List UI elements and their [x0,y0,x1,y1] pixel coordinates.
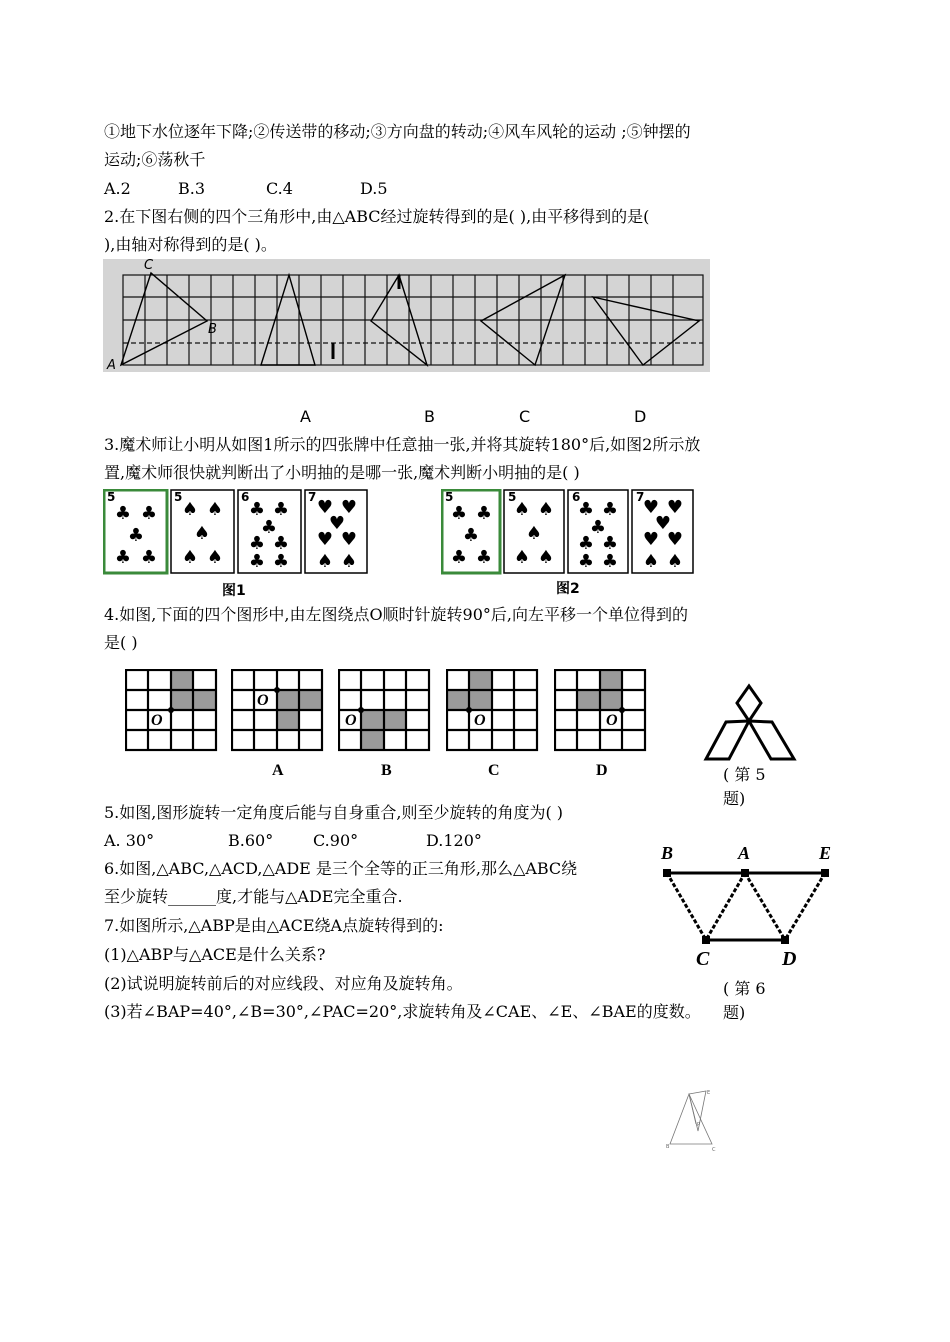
q3-fig2-card4-rank: 7 [636,490,645,504]
svg-text:♥: ♥ [316,497,334,518]
q5-option-c: C.90° [313,831,359,850]
q1-option-b: B.3 [178,179,206,198]
svg-text:♣: ♣ [475,503,493,524]
q4-option-a-grid [231,669,326,752]
q5-option-a: A. 30° [104,831,155,850]
svg-text:♥: ♥ [666,497,684,518]
q3-fig2-card2-rank: 5 [508,490,517,504]
q2-grid-figure [103,259,710,372]
q2-label-c: C [144,258,154,273]
svg-text:♠: ♠ [181,547,199,568]
svg-text:♣: ♣ [462,525,480,546]
q4-point-o-original: O [151,712,163,729]
q3-fig1-card2-rank: 5 [174,490,183,504]
q1-option-c: C.4 [266,179,293,198]
q3-fig2-caption: 图2 [556,581,580,597]
svg-text:♣: ♣ [450,503,468,524]
q3-figure-2-cards [441,489,695,575]
svg-text:♥: ♥ [666,529,684,550]
q3-line1: 3.魔术师让小明从如图1所示的四张牌中任意抽一张,并将其旋转180°后,如图2所示放 [104,435,701,454]
q4-option-d-grid [554,669,649,752]
q4-point-o-c: O [474,712,486,729]
q4-point-o-b: O [345,712,357,729]
svg-text:♣: ♣ [248,533,266,554]
q7-line1: 7.如图所示,△ABP是由△ACE绕A点旋转得到的: [104,916,444,935]
q4-point-o-d: O [606,712,618,729]
svg-text:♣: ♣ [114,503,132,524]
q4-option-a: A [272,762,284,779]
svg-text:♠: ♠ [340,551,358,572]
svg-text:♠: ♠ [193,523,211,544]
svg-text:♥: ♥ [642,529,660,550]
q7-sub2: (2)试说明旋转前后的对应线段、对应角及旋转角。 [104,974,463,993]
svg-text:♠: ♠ [642,551,660,572]
q6-label-b: B [661,843,674,863]
svg-text:♠: ♠ [666,551,684,572]
q1-option-d: D.5 [360,179,388,198]
q2-line2: ),由轴对称得到的是( )。 [104,235,277,254]
q4-line1: 4.如图,下面的四个图形中,由左图绕点O顺时针旋转90°后,向左平移一个单位得到的 [104,605,689,624]
q5-option-b: B.60° [228,831,274,850]
q4-option-b-grid [338,669,433,752]
svg-text:♥: ♥ [316,529,334,550]
q5-option-d: D.120° [426,831,482,850]
svg-text:♥: ♥ [654,513,672,534]
svg-text:♣: ♣ [114,547,132,568]
q4-option-c: C [488,762,500,779]
q3-fig2-card3-rank: 6 [572,490,581,504]
q6-fig-caption-2: 题) [723,1003,746,1022]
svg-text:♥: ♥ [340,497,358,518]
svg-text:♠: ♠ [316,551,334,572]
svg-text:♠: ♠ [525,523,543,544]
q7-sub1: (1)△ABP与△ACE是什么关系? [104,945,326,964]
q6-label-c: C [696,948,710,970]
svg-text:♠: ♠ [513,547,531,568]
svg-text:♣: ♣ [260,517,278,538]
q2-option-b: B [424,407,435,426]
svg-text:C: C [712,1147,716,1153]
q3-line2: 置,魔术师很快就判断出了小明抽的是哪一张,魔术判断小明抽的是( ) [104,463,580,482]
svg-text:E: E [707,1090,711,1096]
svg-text:♠: ♠ [513,499,531,520]
q3-figure-1-cards [103,489,368,575]
svg-text:♣: ♣ [248,551,266,572]
q1-option-a: A.2 [104,179,131,198]
svg-text:♣: ♣ [577,533,595,554]
svg-text:♥: ♥ [642,497,660,518]
q6-fig-caption-1: ( 第 6 [723,979,766,998]
svg-text:♣: ♣ [601,533,619,554]
q7-sub3: (3)若∠BAP=40°,∠B=30°,∠PAC=20°,求旋转角及∠CAE、∠E、∠BAE的度数。 [104,1002,701,1021]
q6-label-e: E [819,843,832,863]
q6-line2: 至少旋转______度,才能与△ADE完全重合. [104,887,403,906]
svg-text:♠: ♠ [537,547,555,568]
svg-text:♣: ♣ [140,503,158,524]
svg-text:♥: ♥ [328,513,346,534]
svg-text:♣: ♣ [577,551,595,572]
q2-option-d: D [634,407,647,426]
q5-rhombus-figure [702,682,800,762]
q6-line1: 6.如图,△ABC,△ACD,△ADE 是三个全等的正三角形,那么△ABC绕 [104,859,578,878]
svg-text:♠: ♠ [206,547,224,568]
q4-option-c-grid [446,669,541,752]
svg-text:♣: ♣ [601,499,619,520]
q2-option-a: A [300,407,311,426]
q7-small-figure [662,1086,722,1156]
q4-option-d: D [596,762,608,779]
svg-text:♣: ♣ [475,547,493,568]
q1-line2: 运动;⑥荡秋千 [104,150,206,169]
svg-text:♣: ♣ [589,517,607,538]
q3-fig2-card1-rank: 5 [445,490,454,504]
q5-fig-caption-1: ( 第 5 [723,765,766,784]
q6-label-a: A [738,843,751,863]
q3-fig1-card3-rank: 6 [241,490,250,504]
q3-fig1-caption: 图1 [222,583,246,599]
q2-line1: 2.在下图右侧的四个三角形中,由△ABC经过旋转得到的是( ),由平移得到的是( [104,207,650,226]
q5-fig-caption-2: 题) [723,789,746,808]
q2-label-a: A [107,358,116,373]
svg-text:P: P [697,1122,701,1128]
q4-original-grid [125,669,220,752]
svg-text:♣: ♣ [272,551,290,572]
svg-text:♣: ♣ [450,547,468,568]
svg-text:♣: ♣ [248,499,266,520]
q4-option-b: B [381,762,392,779]
q1-line1: ①地下水位逐年下降;②传送带的移动;③方向盘的转动;④风车风轮的运动 ;⑤钟摆的 [104,122,691,141]
svg-text:♣: ♣ [272,499,290,520]
q3-fig1-card4-rank: 7 [308,490,317,504]
svg-text:♠: ♠ [206,499,224,520]
svg-text:♣: ♣ [272,533,290,554]
q6-triangles-figure [655,860,835,950]
q2-label-b: B [208,322,217,337]
q6-label-d: D [782,948,797,970]
svg-text:♣: ♣ [127,525,145,546]
q4-line2: 是( ) [104,633,138,652]
q2-option-c: C [519,407,531,426]
q5-line1: 5.如图,图形旋转一定角度后能与自身重合,则至少旋转的角度为( ) [104,803,564,822]
svg-text:♣: ♣ [601,551,619,572]
svg-text:♣: ♣ [577,499,595,520]
svg-text:B: B [666,1144,670,1150]
svg-text:♥: ♥ [340,529,358,550]
q4-point-o-a: O [257,692,269,709]
svg-text:♠: ♠ [181,499,199,520]
q3-fig1-card1-rank: 5 [107,490,116,504]
svg-text:♠: ♠ [537,499,555,520]
svg-text:♣: ♣ [140,547,158,568]
